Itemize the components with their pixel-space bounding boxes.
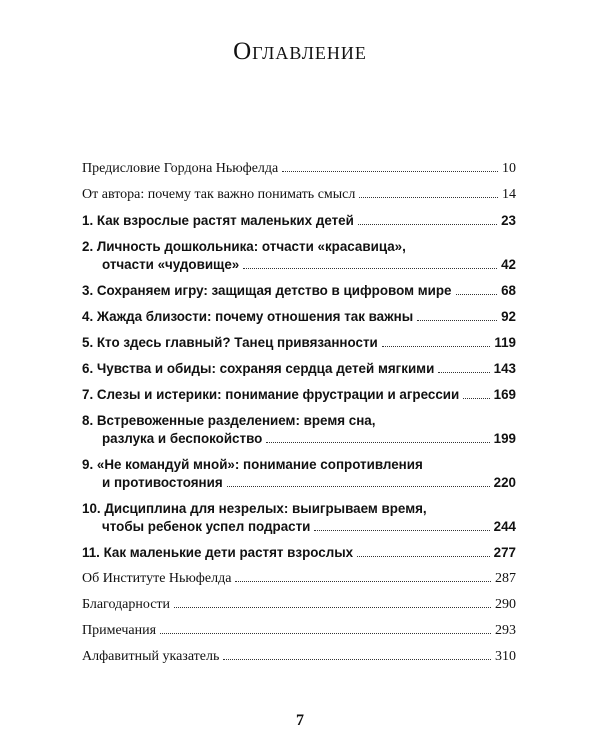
toc-entry [82, 238, 516, 274]
toc-entry-title: Предисловие Гордона Ньюфелда [82, 161, 279, 176]
toc-row [82, 500, 516, 518]
toc-entry-title: 6. Чувства и обиды: сохраняя сердца детей мягкими [82, 361, 435, 376]
dot-leader [227, 485, 490, 487]
toc-row [82, 238, 516, 256]
toc-entry-title: 1. Как взрослые растят маленьких детей [82, 213, 354, 228]
dot-leader [174, 606, 491, 608]
dot-leader [359, 196, 498, 198]
toc-row [82, 518, 516, 536]
toc-page-number: 277 [493, 545, 516, 560]
toc-entry [82, 596, 516, 614]
toc-entry [82, 186, 516, 204]
toc-entry-title: Об Институте Ньюфелда [82, 571, 232, 586]
toc-entry-title: Алфавитный указатель [82, 649, 220, 664]
toc-row [82, 334, 516, 352]
toc-entry [82, 500, 516, 536]
toc-entry [82, 412, 516, 448]
dot-leader [357, 555, 490, 557]
toc-row [82, 430, 516, 448]
toc-entry-title: 4. Жажда близости: почему отношения так важны [82, 309, 414, 324]
toc-row [82, 282, 516, 300]
toc-entry [82, 212, 516, 230]
toc-row [82, 456, 516, 474]
toc-entry-title: 9. «Не командуй мной»: понимание сопротивления [82, 457, 423, 472]
toc-entry-title: 5. Кто здесь главный? Танец привязанности [82, 335, 378, 350]
toc-row [82, 648, 516, 666]
dot-leader [282, 170, 498, 172]
toc-entry-title: 7. Слезы и истерики: понимание фрустрации и агрессии [82, 387, 460, 402]
toc-page-number: 199 [493, 431, 516, 446]
toc-entry-title: 11. Как маленькие дети растят взрослых [82, 545, 354, 560]
toc-page-number: 10 [502, 161, 516, 176]
toc-row [82, 412, 516, 430]
toc-entry-title: Примечания [82, 623, 157, 638]
toc-entry-title: 3. Сохраняем игру: защищая детство в цифровом мире [82, 283, 452, 298]
dot-leader [314, 529, 489, 531]
toc-entry [82, 570, 516, 588]
toc-row [82, 622, 516, 640]
toc-row [82, 596, 516, 614]
toc-row [82, 212, 516, 230]
toc-entry [82, 386, 516, 404]
toc-page-number: 169 [493, 387, 516, 402]
toc-page-number: 244 [493, 519, 516, 534]
toc-entry [82, 456, 516, 492]
dot-leader [358, 223, 497, 225]
toc-row [82, 186, 516, 204]
toc-page-number: 287 [495, 571, 516, 586]
dot-leader [223, 658, 491, 660]
dot-leader [160, 632, 491, 634]
toc-row [82, 570, 516, 588]
toc-page-number: 143 [493, 361, 516, 376]
dot-leader [266, 441, 489, 443]
toc-entry-title: чтобы ребенок успел подрасти [102, 519, 311, 534]
toc-entry-title: Благодарности [82, 597, 171, 612]
toc-entry [82, 282, 516, 300]
toc-page-number: 119 [494, 335, 516, 350]
toc-entry-title: 8. Встревоженные разделением: время сна, [82, 413, 376, 428]
toc-row [82, 386, 516, 404]
toc-row [82, 308, 516, 326]
toc-row [82, 544, 516, 562]
dot-leader [235, 580, 491, 582]
toc-entry-title: отчасти «чудовище» [102, 257, 240, 272]
toc-entry-title: От автора: почему так важно понимать смысл [82, 187, 356, 202]
toc-page-number: 310 [495, 649, 516, 664]
toc-row [82, 160, 516, 178]
dot-leader [438, 371, 489, 373]
toc-page-number: 68 [501, 283, 516, 298]
toc-entry [82, 622, 516, 640]
toc-page-number: 23 [501, 213, 516, 228]
toc-entry-title: 2. Личность дошкольника: отчасти «красавица», [82, 239, 406, 254]
toc-page-number: 290 [495, 597, 516, 612]
toc-row [82, 256, 516, 274]
page-number: 7 [296, 712, 304, 729]
toc-entry [82, 308, 516, 326]
toc-entry [82, 160, 516, 178]
dot-leader [243, 267, 497, 269]
table-of-contents [82, 160, 516, 674]
toc-entry-title: и противостояния [102, 475, 223, 490]
dot-leader [417, 319, 497, 321]
page-title: Оглавление [233, 38, 367, 65]
toc-entry-title: разлука и беспокойство [102, 431, 263, 446]
toc-entry [82, 334, 516, 352]
toc-page-number: 220 [493, 475, 516, 490]
toc-row [82, 474, 516, 492]
dot-leader [382, 345, 491, 347]
toc-row [82, 360, 516, 378]
toc-page-number: 92 [501, 309, 516, 324]
toc-entry [82, 544, 516, 562]
toc-entry [82, 360, 516, 378]
toc-page-number: 14 [502, 187, 516, 202]
toc-entry-title: 10. Дисциплина для незрелых: выигрываем время, [82, 501, 427, 516]
dot-leader [456, 293, 498, 295]
toc-page-number: 293 [495, 623, 516, 638]
toc-entry [82, 648, 516, 666]
toc-page-number: 42 [501, 257, 516, 272]
dot-leader [463, 397, 489, 399]
